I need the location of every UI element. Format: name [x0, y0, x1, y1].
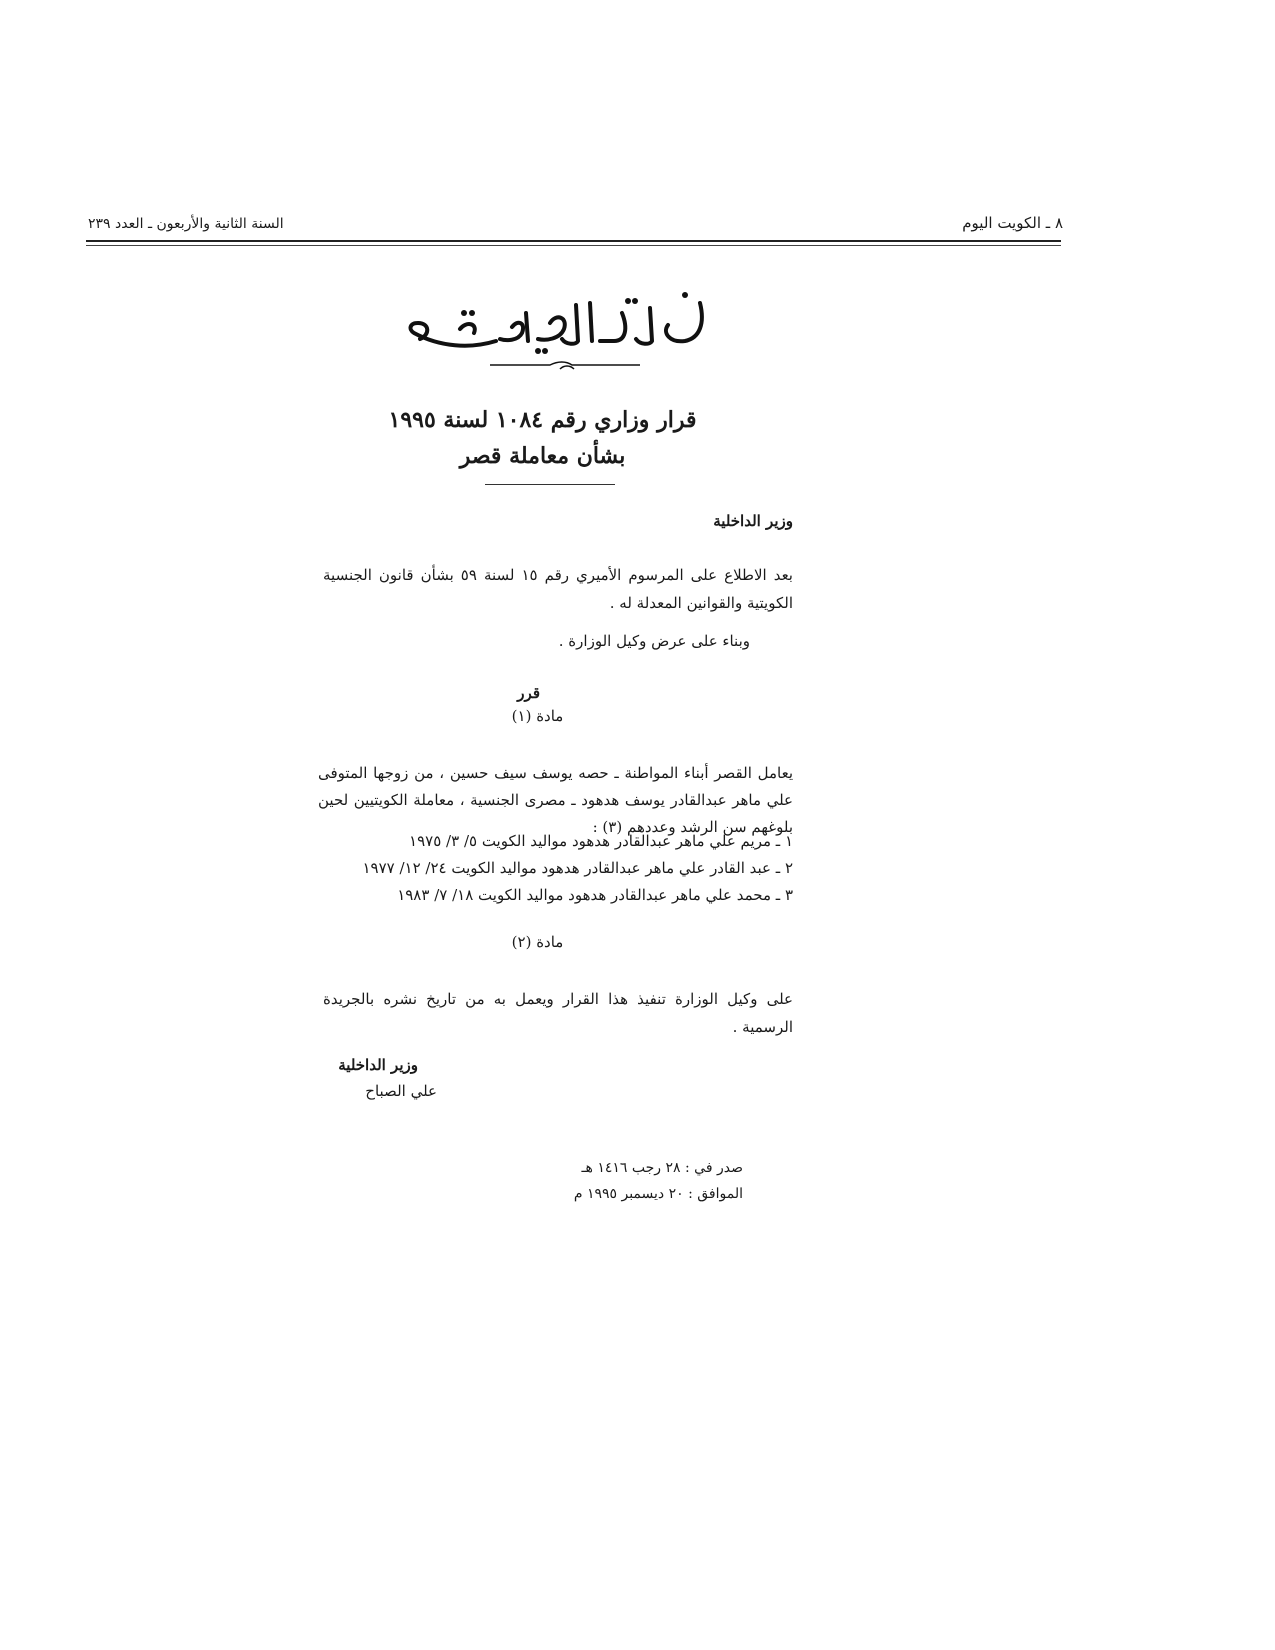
article-1-text: يعامل القصر أبناء المواطنة ـ حصه يوسف سيف حسين ، من زوجها المتوفى علي ماهر عبدالقادر يوسف هدهود ـ مصرى الجنسية ، معاملة الكويتيين لحين بلوغهم سن الرشد وعددهم (٣) : [318, 764, 793, 836]
preamble-paragraph-1: بعد الاطلاع على المرسوم الأميري رقم ١٥ لسنة ٥٩ بشأن قانون الجنسية الكويتية والقوانين المعدلة له . [323, 566, 793, 612]
signature-title: وزير الداخلية [338, 1056, 418, 1074]
article-2-text: على وكيل الوزارة تنفيذ هذا القرار ويعمل به من تاريخ نشره بالجريدة الرسمية . [323, 990, 793, 1036]
page-header-title: ٨ ـ الكويت اليوم [962, 214, 1063, 232]
header-rule-thin [86, 245, 1061, 246]
title-underline [485, 484, 615, 485]
header-rule [86, 240, 1061, 242]
article-2-heading: مادة (٢) [511, 933, 564, 951]
list-item: ٢ ـ عبد القادر علي ماهر عبدالقادر هدهود مواليد الكويت ٢٤/ ١٢/ ١٩٧٧ [362, 859, 793, 877]
issued-date: صدر في : ٢٨ رجب ١٤١٦ هـ [581, 1160, 743, 1176]
list-item: ١ ـ مريم علي ماهر عبدالقادر هدهود مواليد الكويت ٥/ ٣/ ١٩٧٥ [409, 832, 793, 850]
list-item: ٣ ـ محمد علي ماهر عبدالقادر هدهود مواليد الكويت ١٨/ ٧/ ١٩٨٣ [397, 886, 793, 904]
issue-info: السنة الثانية والأربعون ـ العدد ٢٣٩ [88, 216, 284, 232]
article-1-heading: مادة (١) [511, 707, 564, 725]
ministry-logo [400, 283, 730, 378]
decided-heading: قرر [517, 684, 540, 702]
minister-heading: وزير الداخلية [713, 512, 793, 530]
corresponding-date: الموافق : ٢٠ ديسمبر ١٩٩٥ م [573, 1186, 743, 1202]
signature-name: علي الصباح [365, 1082, 437, 1100]
decree-title: قرار وزاري رقم ١٠٨٤ لسنة ١٩٩٥ [388, 407, 697, 433]
decree-subject: بشأن معاملة قصر [459, 443, 626, 469]
children-list [318, 828, 793, 909]
preamble-paragraph-2: وبناء على عرض وكيل الوزارة . [558, 632, 750, 650]
